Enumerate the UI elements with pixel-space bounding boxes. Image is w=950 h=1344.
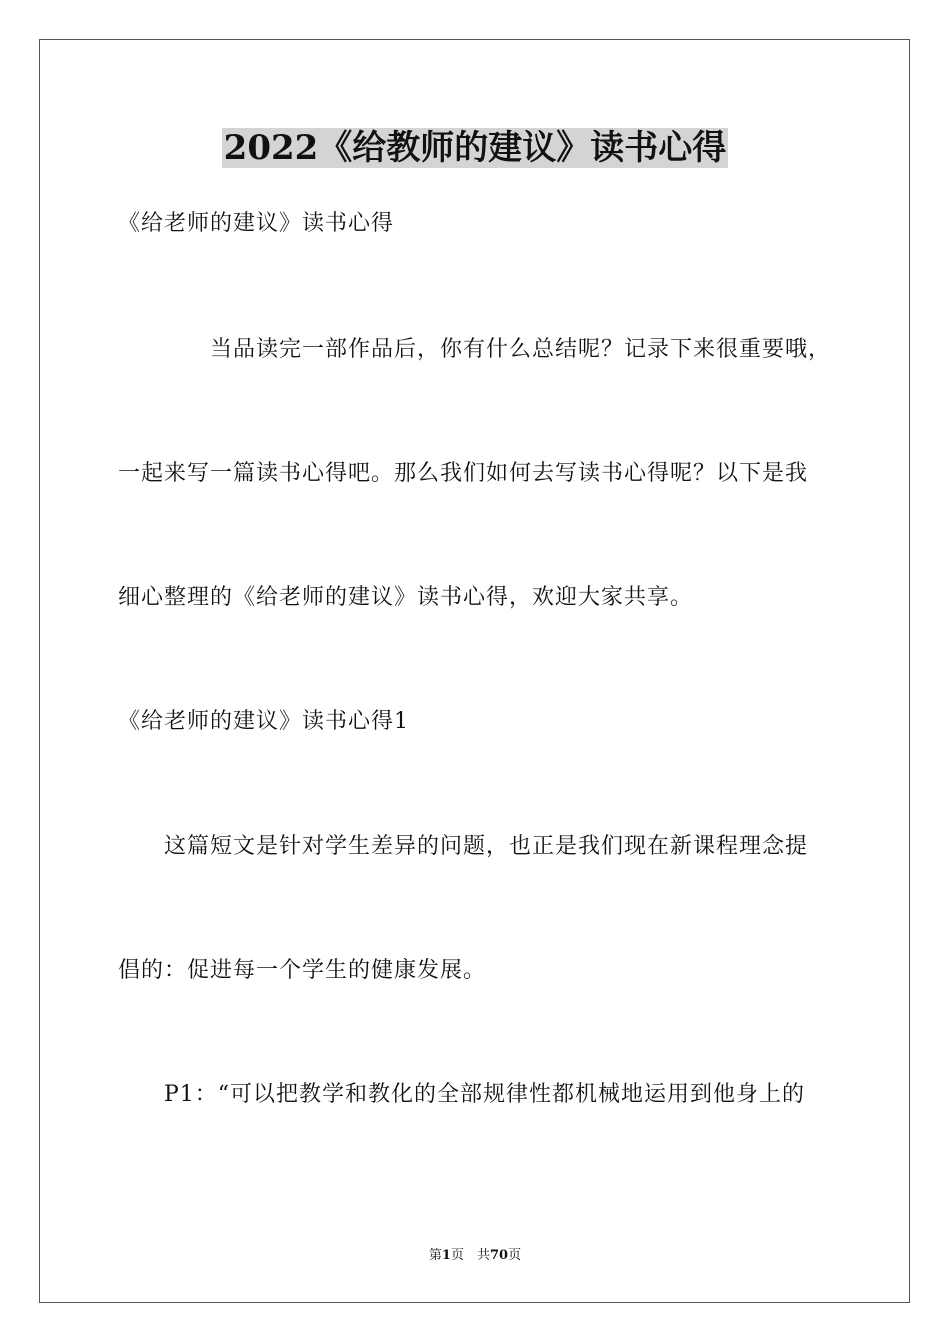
footer-prefix: 第 (428, 1248, 442, 1263)
paragraph-line: 当品读完一部作品后，你有什么总结呢？记录下来很重要哦， (118, 337, 832, 362)
footer-page-total: 70 (489, 1248, 509, 1263)
footer-mid: 页 共 (450, 1248, 490, 1263)
document-title-text: 2022《给教师的建议》读书心得 (223, 128, 727, 168)
section-heading: 《给老师的建议》读书心得1 (118, 709, 409, 734)
paragraph-line: 倡的：促进每一个学生的健康发展。 (118, 958, 487, 983)
paragraph-line: 这篇短文是针对学生差异的问题，也正是我们现在新课程理念提 (118, 834, 809, 859)
document-title (0, 124, 950, 172)
subtitle-line: 《给老师的建议》读书心得 (118, 211, 395, 236)
page-footer (0, 1247, 950, 1265)
footer-page-number: 1 (441, 1248, 451, 1263)
paragraph-line: 一起来写一篇读书心得吧。那么我们如何去写读书心得呢？以下是我 (118, 461, 809, 486)
footer-suffix: 页 (508, 1248, 522, 1263)
paragraph-line: P1：“可以把教学和教化的全部规律性都机械地运用到他身上的 (118, 1082, 806, 1107)
paragraph-line: 细心整理的《给老师的建议》读书心得，欢迎大家共享。 (118, 585, 694, 610)
